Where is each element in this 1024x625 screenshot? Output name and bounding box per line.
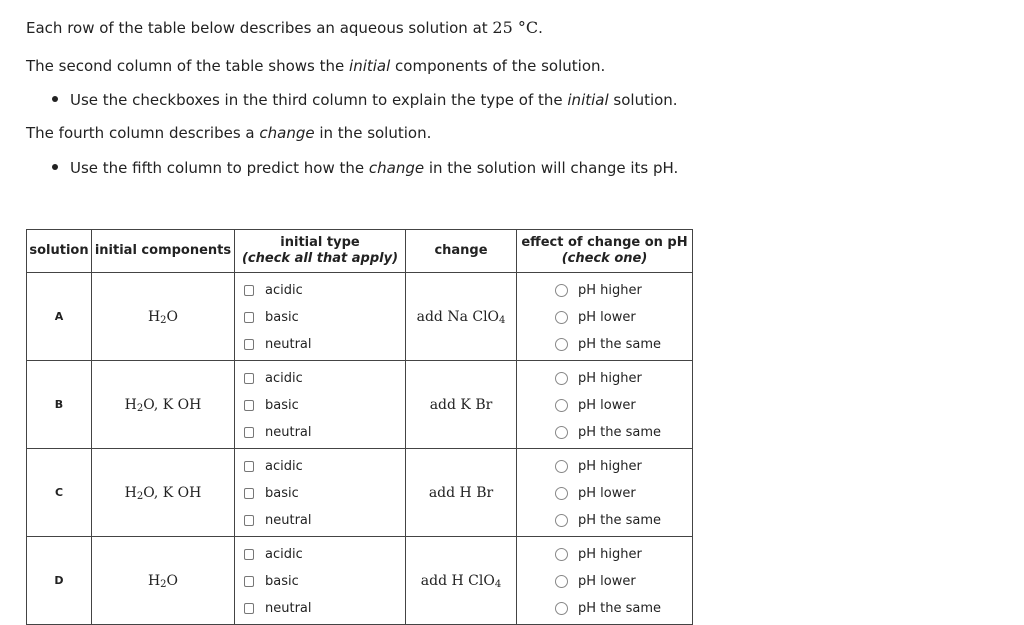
bullet-icon <box>52 159 70 177</box>
intro-bullet-2: Use the fifth column to predict how the change in the solution will change its pH. <box>52 159 678 177</box>
type-option[interactable] <box>235 304 405 331</box>
checkbox[interactable] <box>244 461 254 472</box>
table-row <box>27 361 693 449</box>
header-solution: solution <box>27 230 92 273</box>
type-option[interactable] <box>235 480 405 507</box>
type-option-label: basic <box>265 398 299 413</box>
change <box>406 273 517 361</box>
checkbox[interactable] <box>244 285 254 296</box>
effect-option-label: pH the same <box>578 513 662 528</box>
initial-type-options <box>235 361 406 449</box>
effect-option[interactable] <box>517 541 692 568</box>
type-option-label: acidic <box>265 283 303 298</box>
header-components: initial components <box>92 230 235 273</box>
type-option[interactable] <box>235 453 405 480</box>
checkbox[interactable] <box>244 576 254 587</box>
checkbox[interactable] <box>244 427 254 438</box>
initial-type-options <box>235 537 406 625</box>
type-option-label: neutral <box>265 425 312 440</box>
effect-option-label: pH lower <box>578 398 636 413</box>
radio-button[interactable] <box>555 372 568 385</box>
effect-option[interactable] <box>517 480 692 507</box>
effect-option[interactable] <box>517 365 692 392</box>
initial-components <box>92 537 235 625</box>
type-option[interactable] <box>235 541 405 568</box>
checkbox[interactable] <box>244 515 254 526</box>
solution-label: B <box>27 361 92 449</box>
type-option-label: acidic <box>265 371 303 386</box>
temperature: 25 °C <box>492 18 539 37</box>
chemical-formula: $H_2O$ <box>147 308 179 326</box>
chemical-formula: $H_2O$, K OH <box>124 396 202 414</box>
effect-option[interactable] <box>517 277 692 304</box>
change <box>406 537 517 625</box>
solution-label: C <box>27 449 92 537</box>
type-option-label: acidic <box>265 547 303 562</box>
type-option-label: acidic <box>265 459 303 474</box>
effect-options <box>517 537 693 625</box>
chemical-formula: $H_2O$ <box>147 572 179 590</box>
checkbox[interactable] <box>244 373 254 384</box>
type-option-label: neutral <box>265 337 312 352</box>
effect-option[interactable] <box>517 568 692 595</box>
effect-option[interactable] <box>517 304 692 331</box>
intro-line-4: The fourth column describes a change in the solution. <box>26 124 432 142</box>
intro-line-1: Each row of the table below describes an aqueous solution at 25 °C. <box>26 18 543 37</box>
initial-components <box>92 449 235 537</box>
checkbox[interactable] <box>244 400 254 411</box>
type-option-label: basic <box>265 574 299 589</box>
change <box>406 361 517 449</box>
effect-option-label: pH the same <box>578 337 662 352</box>
effect-option[interactable] <box>517 419 692 446</box>
table-header-row <box>27 230 693 273</box>
effect-option[interactable] <box>517 507 692 534</box>
type-option[interactable] <box>235 277 405 304</box>
radio-button[interactable] <box>555 399 568 412</box>
table-row <box>27 449 693 537</box>
type-option[interactable] <box>235 419 405 446</box>
effect-option-label: pH lower <box>578 574 636 589</box>
type-option-label: neutral <box>265 513 312 528</box>
radio-button[interactable] <box>555 284 568 297</box>
radio-button[interactable] <box>555 514 568 527</box>
radio-button[interactable] <box>555 548 568 561</box>
type-option[interactable] <box>235 365 405 392</box>
table-row <box>27 537 693 625</box>
initial-type-options <box>235 449 406 537</box>
chemical-formula: $H_2O$, K OH <box>124 484 202 502</box>
initial-type-options <box>235 273 406 361</box>
bullet-icon <box>52 91 70 109</box>
type-option-label: basic <box>265 486 299 501</box>
checkbox[interactable] <box>244 603 254 614</box>
effect-option-label: pH the same <box>578 425 662 440</box>
type-option[interactable] <box>235 568 405 595</box>
effect-options <box>517 273 693 361</box>
radio-button[interactable] <box>555 311 568 324</box>
type-option-label: neutral <box>265 601 312 616</box>
type-option[interactable] <box>235 331 405 358</box>
change <box>406 449 517 537</box>
radio-button[interactable] <box>555 602 568 615</box>
initial-components <box>92 361 235 449</box>
radio-button[interactable] <box>555 460 568 473</box>
effect-option[interactable] <box>517 331 692 358</box>
intro-bullet-1: Use the checkboxes in the third column to explain the type of the initial solution. <box>52 91 678 109</box>
change-formula: add K Br <box>429 396 493 413</box>
effect-options <box>517 361 693 449</box>
effect-option-label: pH higher <box>578 283 642 298</box>
checkbox[interactable] <box>244 488 254 499</box>
solution-table <box>26 229 693 625</box>
change-formula: add Na ClO$_4$ <box>416 308 506 326</box>
header-initial-type: initial type (check all that apply) <box>235 230 406 273</box>
table-row <box>27 273 693 361</box>
effect-option[interactable] <box>517 392 692 419</box>
initial-components <box>92 273 235 361</box>
radio-button[interactable] <box>555 338 568 351</box>
effect-option-label: pH higher <box>578 371 642 386</box>
change-formula: add H Br <box>428 484 494 501</box>
effect-option[interactable] <box>517 453 692 480</box>
change-formula: add H ClO$_4$ <box>420 572 502 590</box>
header-effect: effect of change on pH (check one) <box>517 230 693 273</box>
type-option[interactable] <box>235 392 405 419</box>
solution-label: D <box>27 537 92 625</box>
type-option-label: basic <box>265 310 299 325</box>
type-option[interactable] <box>235 507 405 534</box>
effect-option-label: pH the same <box>578 601 662 616</box>
effect-option-label: pH lower <box>578 310 636 325</box>
effect-option-label: pH higher <box>578 459 642 474</box>
effect-options <box>517 449 693 537</box>
intro-line-2: The second column of the table shows the initial components of the solution. <box>26 57 606 75</box>
checkbox[interactable] <box>244 549 254 560</box>
checkbox[interactable] <box>244 312 254 323</box>
radio-button[interactable] <box>555 426 568 439</box>
radio-button[interactable] <box>555 487 568 500</box>
effect-option-label: pH higher <box>578 547 642 562</box>
radio-button[interactable] <box>555 575 568 588</box>
header-change: change <box>406 230 517 273</box>
solution-label: A <box>27 273 92 361</box>
effect-option-label: pH lower <box>578 486 636 501</box>
checkbox[interactable] <box>244 339 254 350</box>
